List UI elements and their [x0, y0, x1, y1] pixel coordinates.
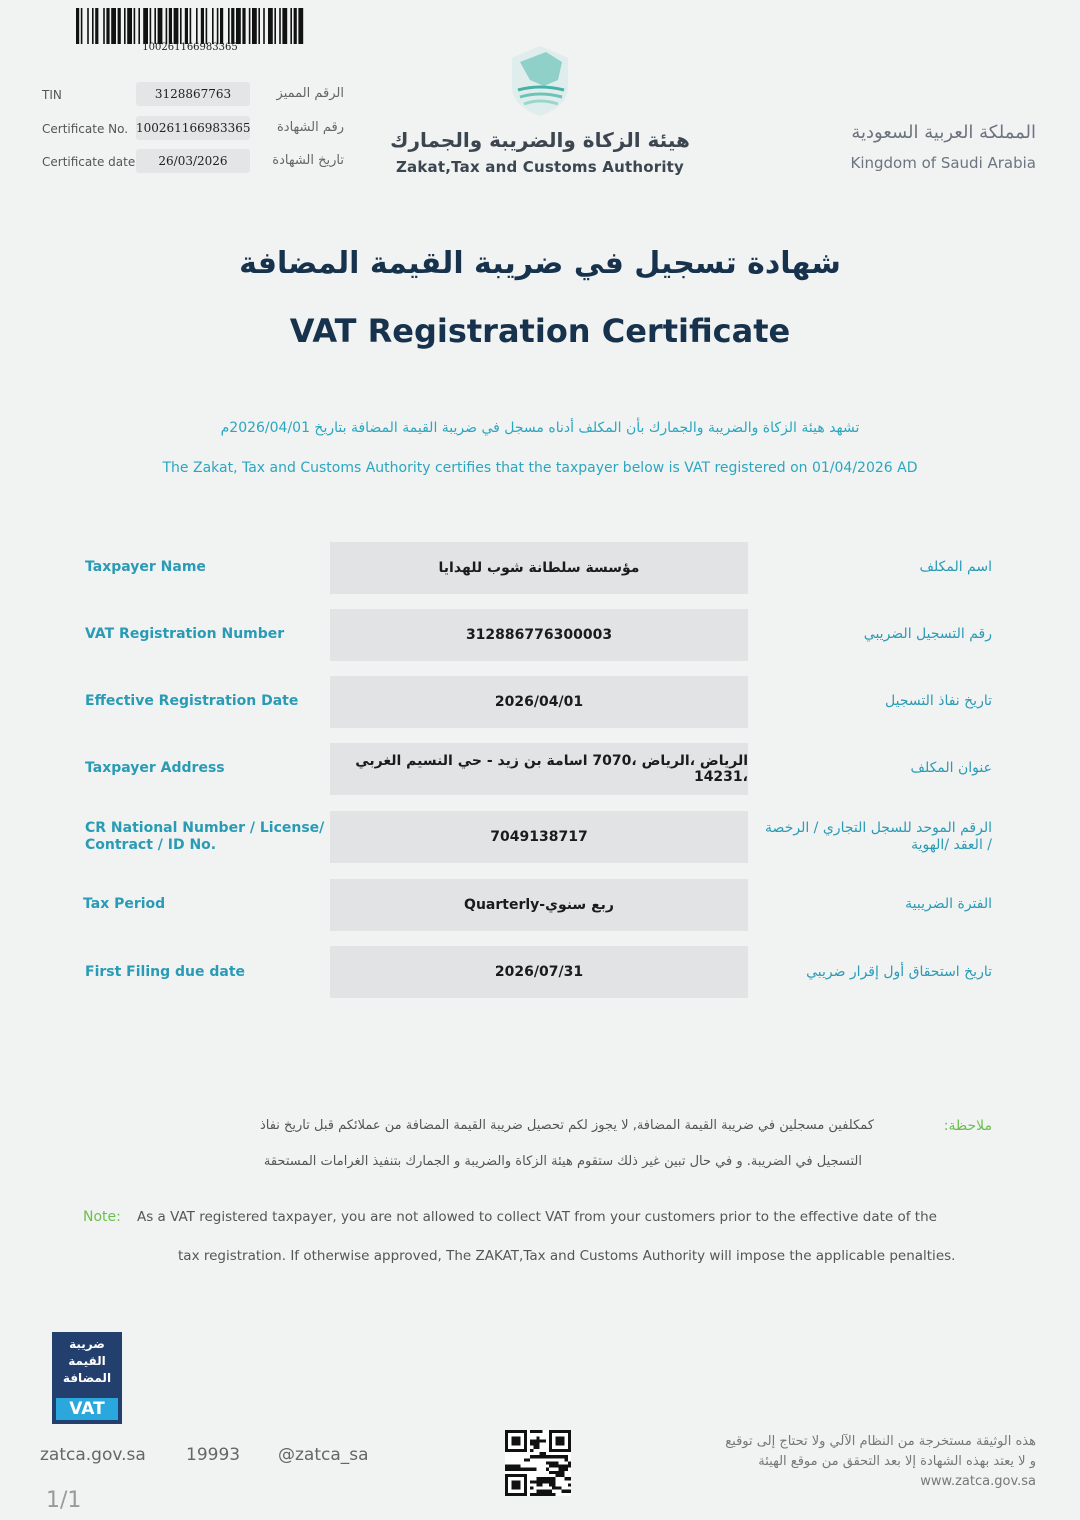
footer-disclaimer-line1: هذه الوثيقة مستخرجة من النظام الآلي ولا تحتاج إلى توقيع: [725, 1434, 1036, 1449]
field-value-address: الرياض ،الرياض ،7070 اسامة بن زيد - حي النسيم الغربي ،14231: [330, 743, 748, 795]
field-label-en: Tax Period: [83, 896, 166, 912]
footer-website[interactable]: zatca.gov.sa: [40, 1445, 146, 1465]
note-text-en-line1: As a VAT registered taxpayer, you are not allowed to collect VAT from your customers prior to the effective date of the: [137, 1209, 937, 1225]
field-label-en: CR National Number / License/ Contract / ID No.: [85, 820, 325, 853]
barcode-number: 100261166983365: [142, 42, 238, 53]
field-value-cr-number: 7049138717: [330, 811, 748, 863]
certificate-no-label: Certificate No.: [42, 122, 129, 136]
footer-phone: 19993: [186, 1445, 241, 1465]
field-value-vat-number: 312886776300003: [330, 609, 748, 661]
note-label-en: Note:: [83, 1209, 121, 1225]
field-value-first-filing-date: 2026/07/31: [330, 946, 748, 998]
qr-code-icon[interactable]: [505, 1430, 571, 1496]
field-value-taxpayer-name: مؤسسة سلطانة شوب للهدايا: [330, 542, 748, 594]
certificate-date-label: Certificate date: [42, 155, 136, 169]
field-label-en: Effective Registration Date: [85, 693, 299, 709]
certificate-title-en: VAT Registration Certificate: [289, 312, 791, 350]
tin-label-ar: الرقم المميز: [276, 86, 344, 101]
authority-name-ar: هيئة الزكاة والضريبة والجمارك: [390, 128, 690, 152]
certification-statement-ar: تشهد هيئة الزكاة والضريبة والجمارك بأن المكلف أدناه مسجل في ضريبة القيمة المضافة بتاريخ 2026/04/01م: [220, 420, 860, 436]
tin-value: 3128867763: [136, 82, 250, 106]
field-label-en: First Filing due date: [85, 964, 246, 980]
field-value-effective-date: 2026/04/01: [330, 676, 748, 728]
field-label-ar: تاريخ استحقاق أول إقرار ضريبي: [806, 964, 992, 980]
certificate-date-value: 26/03/2026: [136, 149, 250, 173]
field-label-en: Taxpayer Name: [85, 559, 206, 575]
field-label-en: Taxpayer Address: [85, 760, 225, 776]
vat-logo-text-ar: [52, 1336, 122, 1387]
tin-label: TIN: [42, 88, 62, 102]
footer-social-handle[interactable]: @zatca_sa: [278, 1445, 369, 1465]
vat-badge: VAT: [56, 1398, 118, 1420]
zatca-logo-icon: [500, 40, 580, 120]
field-label-en: VAT Registration Number: [85, 626, 285, 642]
certificate-no-label-ar: رقم الشهادة: [277, 120, 344, 135]
certification-statement-en: The Zakat, Tax and Customs Authority certifies that the taxpayer below is VAT registered on 01/04/2026 AD: [162, 460, 918, 476]
certificate-date-label-ar: تاريخ الشهادة: [272, 153, 344, 168]
certificate-no-value: 100261166983365: [136, 116, 250, 140]
field-label-ar: الفترة الضريبية: [905, 896, 992, 912]
footer-disclaimer-line2: و لا يعتد بهذه الشهادة إلا بعد التحقق من موقع الهيئة: [758, 1454, 1036, 1469]
field-label-ar: تاريخ نفاذ التسجيل: [885, 693, 992, 709]
vat-logo-line2: القيمة: [68, 1354, 106, 1368]
field-label-ar: رقم التسجيل الضريبي: [863, 626, 992, 642]
note-text-en-line2: tax registration. If otherwise approved, The ZAKAT,Tax and Customs Authority will impose the applicable penalties.: [178, 1248, 956, 1264]
note-text-ar-line1: كمكلفين مسجلين في ضريبة القيمة المضافة, لا يجوز لكم تحصيل ضريبة القيمة المضافة من عملائكم قبل تاريخ نفاذ: [259, 1118, 874, 1133]
field-label-ar: الرقم الموحد للسجل التجاري / الرخصة / العقد /الهوية: [765, 820, 992, 853]
certificate-title-ar: شهادة تسجيل في ضريبة القيمة المضافة: [239, 246, 841, 281]
vat-logo: [52, 1332, 122, 1424]
footer-disclaimer-site[interactable]: www.zatca.gov.sa: [920, 1474, 1036, 1489]
field-label-ar: عنوان المكلف: [910, 760, 992, 776]
certificate-no-row: [40, 116, 350, 142]
kingdom-name-ar: المملكة العربية السعودية: [851, 122, 1036, 143]
barcode: [76, 8, 304, 44]
note-text-ar-line2: التسجيل في الضريبة. و في حال تبين غير ذلك ستقوم هيئة الزكاة والضريبة و الجمارك بتنفيذ الغرامات المستحقة: [263, 1154, 862, 1169]
authority-name-en: Zakat,Tax and Customs Authority: [395, 158, 685, 176]
vat-logo-line1: ضريبة: [69, 1337, 105, 1351]
note-label-ar: ملاحظة:: [943, 1118, 992, 1134]
tin-row: [40, 82, 350, 108]
vat-logo-line3: المضافة: [62, 1371, 112, 1385]
page-number: 1/1: [46, 1488, 82, 1513]
kingdom-name-en: Kingdom of Saudi Arabia: [850, 154, 1036, 172]
field-label-ar: اسم المكلف: [919, 559, 992, 575]
certificate-date-row: [40, 149, 350, 175]
field-value-tax-period: ربع سنوي-Quarterly: [330, 879, 748, 931]
